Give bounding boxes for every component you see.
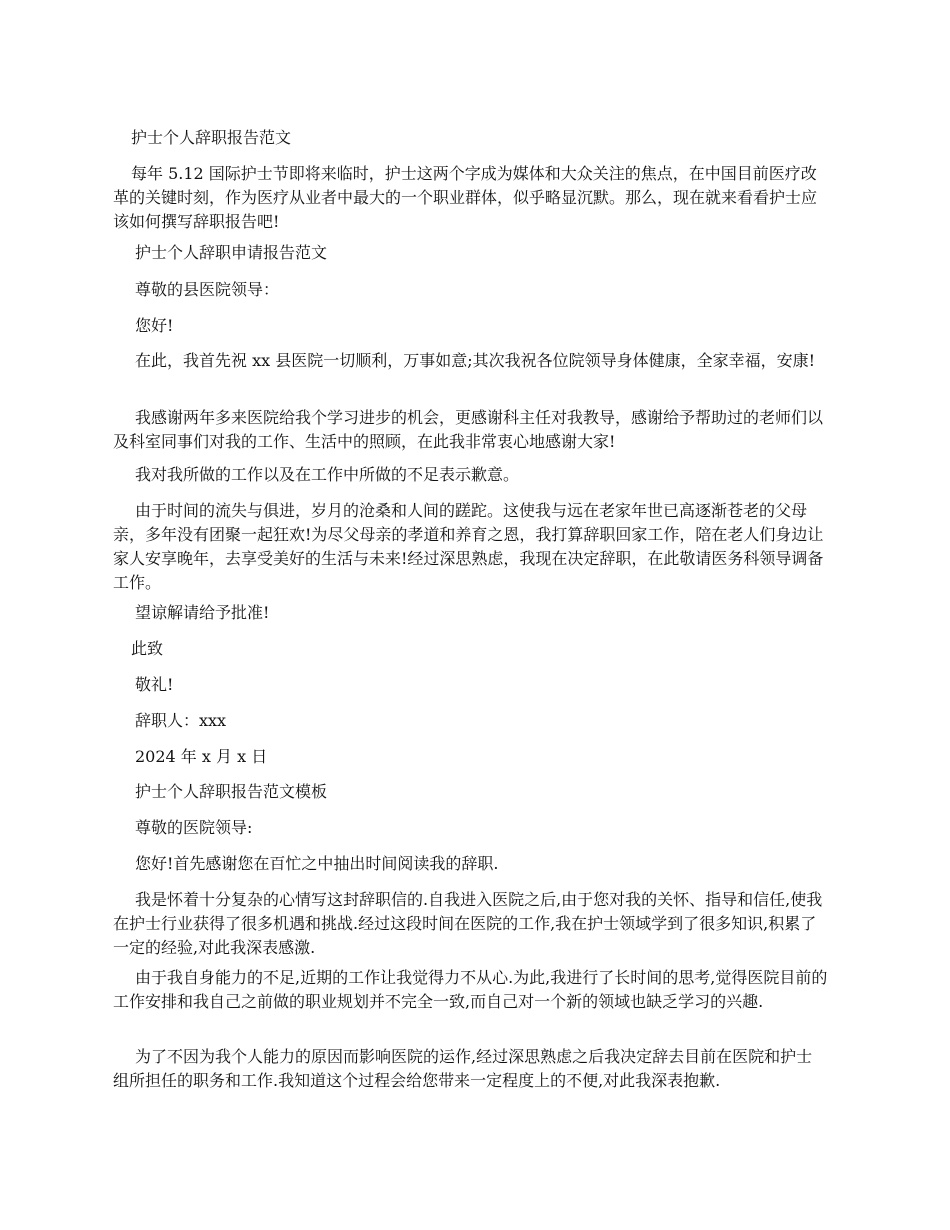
doc-title: 护士个人辞职报告范文	[131, 128, 292, 147]
body-paragraph: 我是怀着十分复杂的心情写这封辞职信的.自我进入医院之后,由于您对我的关怀、指导和信任,使我在护士行业获得了很多机遇和挑战.经过这段时间在医院的工作,我在护士领域学到了很多知识,积累了一定的经验,对此我深表感激.	[113, 890, 823, 957]
request-line: 望谅解请给予批准!	[135, 603, 270, 622]
body-paragraph: 我感谢两年多来医院给我个学习进步的机会，更感谢科主任对我教导，感谢给予帮助过的老师们以及科室同事们对我的工作、生活中的照顾，在此我非常衷心地感谢大家!	[113, 408, 824, 451]
salutation-2: 尊敬的医院领导:	[135, 818, 253, 837]
intro-paragraph: 每年 5.12 国际护士节即将来临时，护士这两个字成为媒体和大众关注的焦点，在中国目前医疗改革的关键时刻，作为医疗从业者中最大的一个职业群体，似乎略显沉默。那么，现在就来看看护士应该如何撰写辞职报告吧!	[113, 164, 818, 231]
body-paragraph: 为了不因为我个人能力的原因而影响医院的运作,经过深思熟虑之后我决定辞去目前在医院和护士组所担任的职务和工作.我知道这个过程会给您带来一定程度上的不便,对此我深表抱歉.	[113, 1047, 813, 1090]
salutation-1: 尊敬的县医院领导：	[135, 280, 280, 299]
section-heading-2: 护士个人辞职报告范文模板	[135, 782, 328, 801]
body-paragraph: 在此，我首先祝 xx 县医院一切顺利，万事如意;其次我祝各位院领导身体健康，全家幸福，安康!	[135, 351, 816, 370]
closing-line: 此致	[131, 639, 164, 658]
greeting-1: 您好!	[135, 316, 174, 335]
body-paragraph: 由于时间的流失与俱进，岁月的沧桑和人间的蹉跎。这使我与远在老家年世已高逐渐苍老的父母亲，多年没有团聚一起狂欢!为尽父母亲的孝道和养育之恩，我打算辞职回家工作，陪在老人们身边让家人安享晚年，去享受美好的生活与未来!经过深思熟虑，我现在决定辞职，在此敬请医务科领导调备工作。	[113, 501, 824, 592]
closing-salute: 敬礼!	[135, 675, 174, 694]
greeting-2: 您好!首先感谢您在百忙之中抽出时间阅读我的辞职.	[135, 854, 499, 873]
body-paragraph: 我对我所做的工作以及在工作中所做的不足表示歉意。	[135, 465, 520, 484]
signature-line: 辞职人：xxx	[135, 711, 227, 730]
date-line: 2024 年 x 月 x 日	[135, 747, 268, 766]
section-heading-1: 护士个人辞职申请报告范文	[135, 243, 328, 262]
body-paragraph: 由于我自身能力的不足,近期的工作让我觉得力不从心.为此,我进行了长时间的思考,觉得医院目前的工作安排和我自己之前做的职业规划并不完全一致,而自己对一个新的领域也缺乏学习的兴趣.	[113, 968, 828, 1011]
